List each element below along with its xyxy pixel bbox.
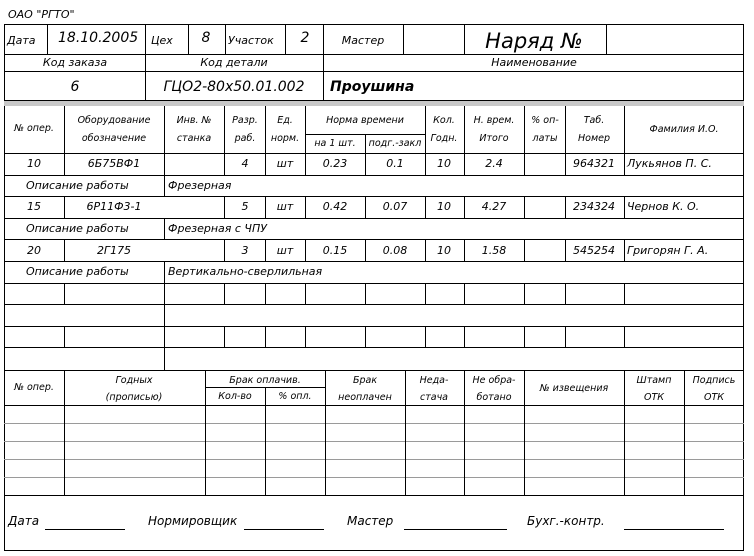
table-row-cell: 0.15 bbox=[322, 244, 348, 257]
col-time-norm: Норма времени bbox=[326, 115, 404, 126]
rule bbox=[285, 24, 286, 54]
table-row-cell: 10 bbox=[437, 157, 451, 170]
table-row-cell: 4.27 bbox=[481, 200, 507, 213]
col-ntime: Н. врем. bbox=[473, 115, 515, 126]
rule bbox=[4, 71, 744, 72]
rule bbox=[323, 24, 324, 101]
rule bbox=[4, 153, 744, 154]
table-row-cell: 964321 bbox=[573, 157, 615, 170]
rule bbox=[4, 196, 744, 197]
footer-date-label: Дата bbox=[8, 514, 40, 528]
acc-col-sign: Подпись bbox=[692, 375, 736, 386]
table-row-cell: 3 bbox=[241, 244, 249, 257]
rule bbox=[4, 370, 744, 371]
name-label: Наименование bbox=[491, 56, 577, 69]
rule bbox=[47, 24, 48, 54]
table-row-cell: 10 bbox=[27, 157, 41, 170]
table-row-cell: 6Р11Ф3-1 bbox=[86, 200, 142, 213]
col-pay: % оп- bbox=[531, 115, 559, 126]
acc-col-unprocessed-sub: ботано bbox=[476, 392, 512, 403]
table-row-cell: 10 bbox=[437, 200, 451, 213]
acc-col-stamp-sub: ОТК bbox=[643, 392, 665, 403]
acc-col-shortage-sub: стача bbox=[419, 392, 449, 403]
col-tab-sub: Номер bbox=[578, 133, 610, 144]
col-inv: Инв. № bbox=[176, 115, 212, 126]
date-label: Дата bbox=[7, 34, 36, 47]
acc-col-unprocessed: Не обра- bbox=[472, 375, 516, 386]
rule bbox=[4, 239, 744, 240]
col-grade-sub: раб. bbox=[234, 133, 256, 144]
table-row-cell: Лукьянов П. С. bbox=[627, 157, 712, 170]
name-value[interactable]: Проушина bbox=[330, 79, 415, 95]
table-row-cell: Чернов К. О. bbox=[627, 200, 700, 213]
table-row-cell: 0.23 bbox=[322, 157, 348, 170]
description-label: Описание работы bbox=[26, 222, 129, 235]
acc-col-paid-pct: % опл. bbox=[278, 391, 312, 402]
footer-master-label: Мастер bbox=[347, 514, 394, 528]
col-qty: Кол. bbox=[433, 115, 455, 126]
acc-col-sign-sub: ОТК bbox=[703, 392, 725, 403]
acc-col-unpaid-sub: неоплачен bbox=[338, 392, 392, 403]
rule bbox=[4, 175, 744, 176]
acc-col-unpaid: Брак bbox=[352, 375, 378, 386]
footer-normer-label: Нормировщик bbox=[148, 514, 238, 528]
footer-date-line[interactable] bbox=[45, 529, 125, 530]
table-row-cell: шт bbox=[276, 157, 294, 170]
col-pay-sub: латы bbox=[532, 133, 558, 144]
part-code-value[interactable]: ГЦО2-80х50.01.002 bbox=[163, 79, 305, 95]
col-qty-sub: Годн. bbox=[430, 133, 458, 144]
rule bbox=[4, 54, 744, 55]
rule bbox=[4, 218, 744, 219]
col-equipment: Оборудование bbox=[77, 115, 151, 126]
acc-col-good-sub: (прописью) bbox=[105, 392, 163, 403]
acc-col-stamp: Штамп bbox=[636, 375, 672, 386]
col-unit: Ед. bbox=[277, 115, 293, 126]
acc-col-notice: № извещения bbox=[539, 383, 609, 394]
col-ntime-sub: Итого bbox=[479, 133, 509, 144]
master-label: Мастер bbox=[341, 34, 385, 47]
col-per-piece: на 1 шт. bbox=[314, 138, 356, 149]
separator-band bbox=[4, 101, 744, 106]
footer-normer-line[interactable] bbox=[244, 529, 324, 530]
table-row-cell: 10 bbox=[437, 244, 451, 257]
rule bbox=[4, 347, 744, 348]
table-row-cell: 4 bbox=[241, 157, 249, 170]
description-text: Фрезерная bbox=[168, 179, 232, 192]
rule bbox=[145, 24, 146, 101]
table-row-cell: шт bbox=[276, 200, 294, 213]
footer-master-line[interactable] bbox=[404, 529, 507, 530]
table-row-cell: 0.1 bbox=[386, 157, 404, 170]
section-value[interactable]: 2 bbox=[300, 30, 310, 46]
order-code-value[interactable]: 6 bbox=[70, 79, 80, 95]
footer-accountant-label: Бухг.-контр. bbox=[527, 514, 605, 528]
shop-value[interactable]: 8 bbox=[201, 30, 211, 46]
table-row-cell: 234324 bbox=[573, 200, 615, 213]
description-text: Фрезерная с ЧПУ bbox=[168, 222, 267, 235]
table-row-cell: 2.4 bbox=[485, 157, 503, 170]
table-row-cell: 0.42 bbox=[322, 200, 348, 213]
rule bbox=[4, 405, 744, 406]
col-grade: Разр. bbox=[232, 115, 258, 126]
col-prep: подг.-закл bbox=[368, 138, 422, 149]
col-op-no: № опер. bbox=[14, 123, 54, 134]
rule bbox=[4, 304, 744, 305]
rule bbox=[188, 24, 189, 54]
part-code-label: Код детали bbox=[200, 56, 268, 69]
table-row-cell: 5 bbox=[241, 200, 249, 213]
description-label: Описание работы bbox=[26, 265, 129, 278]
col-surname: Фамилия И.О. bbox=[649, 124, 719, 135]
col-inv-sub: станка bbox=[176, 133, 212, 144]
date-value[interactable]: 18.10.2005 bbox=[58, 30, 139, 46]
rule bbox=[4, 261, 744, 262]
acc-col-good: Годных bbox=[115, 375, 153, 386]
shop-label: Цех bbox=[151, 34, 173, 47]
table-row-cell: Григорян Г. А. bbox=[627, 244, 709, 257]
table-row-cell: 15 bbox=[27, 200, 41, 213]
description-label: Описание работы bbox=[26, 179, 129, 192]
col-unit-sub: норм. bbox=[270, 133, 300, 144]
rule bbox=[464, 24, 465, 54]
table-row-cell: 1.58 bbox=[481, 244, 507, 257]
table-row-cell: 0.08 bbox=[382, 244, 408, 257]
table-row-cell: 545254 bbox=[573, 244, 615, 257]
table-row-cell: 0.07 bbox=[382, 200, 408, 213]
rule bbox=[225, 24, 226, 54]
form-title: Наряд № bbox=[485, 29, 583, 53]
rule bbox=[4, 495, 744, 496]
footer-accountant-line[interactable] bbox=[624, 529, 724, 530]
acc-col-paid-defect: Брак оплачив. bbox=[229, 375, 301, 386]
rule bbox=[4, 326, 744, 327]
acc-col-paid-qty: Кол-во bbox=[218, 391, 252, 402]
table-row-cell: 2Г175 bbox=[96, 244, 132, 257]
col-equipment-sub: обозначение bbox=[81, 133, 147, 144]
rule bbox=[606, 24, 607, 54]
order-code-label: Код заказа bbox=[42, 56, 108, 69]
acc-col-shortage: Неда- bbox=[419, 375, 449, 386]
table-row-cell: 20 bbox=[27, 244, 41, 257]
description-text: Вертикально-сверлильная bbox=[168, 265, 323, 278]
organization-name: ОАО "РГТО" bbox=[8, 8, 75, 21]
rule bbox=[4, 283, 744, 284]
table-row-cell: шт bbox=[276, 244, 294, 257]
rule bbox=[403, 24, 404, 54]
section-label: Участок bbox=[228, 34, 274, 47]
table-row-cell: 6Б75ВФ1 bbox=[87, 157, 141, 170]
col-tab: Таб. bbox=[583, 115, 605, 126]
acc-col-op-no: № опер. bbox=[14, 382, 54, 393]
